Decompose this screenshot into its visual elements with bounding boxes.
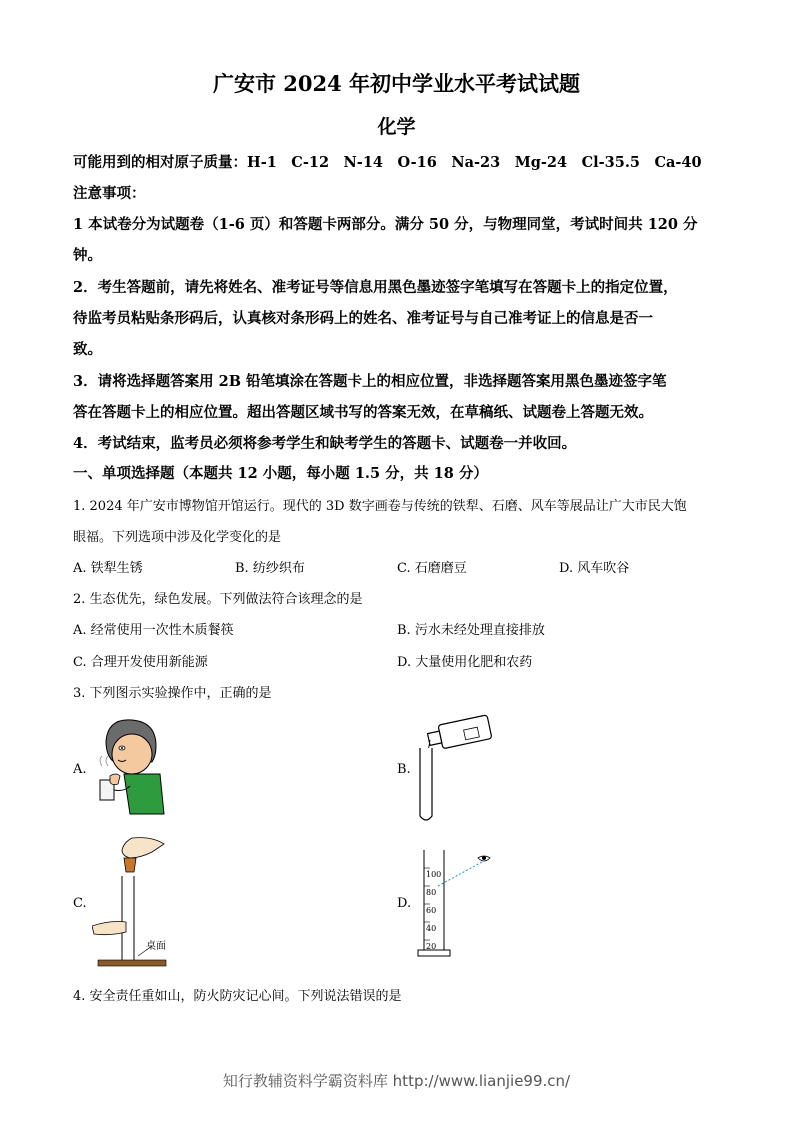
note-4: 4．考试结束，监考员必须将参考学生和缺考学生的答题卡、试题卷一并收回。 [73,435,577,452]
exam-title: 广安市 2024 年初中学业水平考试试题 [212,71,581,96]
cylinder-scale [426,866,441,956]
pouring-liquid-illustration [414,714,494,824]
q1-option-c: C. 石磨磨豆 [397,561,467,576]
q3-label-b: B. [397,762,411,777]
atomic-masses: 可能用到的相对原子质量：H-1 C-12 N-14 O-16 Na-23 Mg-24 Cl-35.5 Ca-40 [73,154,702,171]
note-1-line-1: 1 本试卷分为试题卷（1-6 页）和答题卡两部分。满分 50 分，与物理同堂，考试时间共 120 分 [73,216,698,233]
q1-option-d: D. 风车吹谷 [559,561,630,576]
note-2-line-2: 待监考员粘贴条形码后，认真核对条形码上的姓名、准考证号与自己准考证上的信息是否一 [73,310,653,327]
q2-option-b: B. 污水未经处理直接排放 [397,623,545,638]
cylinder-tick-20: 20 [426,942,437,951]
note-2-line-3: 致。 [73,341,102,358]
section-heading: 一、单项选择题（本题共 12 小题，每小题 1.5 分，共 18 分） [73,465,488,482]
q4-stem: 4. 安全责任重如山，防火防灾记心间。下列说法错误的是 [73,989,402,1004]
notes-heading: 注意事项： [73,185,146,202]
smelling-gas-illustration [94,716,166,816]
q1-stem-line-2: 眼福。下列选项中涉及化学变化的是 [73,530,282,545]
cylinder-tick-80: 80 [426,888,437,897]
q2-option-c: C. 合理开发使用新能源 [73,655,208,670]
q3-label-d: D. [397,896,412,911]
q3-label-c: C. [73,896,87,911]
footer-watermark: 知行教辅资料学霸资料库 http://www.lianjie99.cn/ [222,1072,571,1090]
q2-option-d: D. 大量使用化肥和农药 [397,655,533,670]
note-1-line-2: 钟。 [73,247,102,264]
cylinder-tick-40: 40 [426,924,437,933]
note-3-line-2: 答在答题卡上的相应位置。超出答题区域书写的答案无效，在草稿纸、试题卷上答题无效。 [73,404,653,421]
note-2-line-1: 2．考生答题前，请先将姓名、准考证号等信息用黑色墨迹签字笔填写在答题卡上的指定位置， [73,279,678,296]
note-3-line-1: 3．请将选择题答案用 2B 铅笔填涂在答题卡上的相应位置，非选择题答案用黑色墨迹签字笔 [73,373,667,390]
q1-option-b: B. 纺纱织布 [235,561,305,576]
q1-stem-line-1: 1. 2024 年广安市博物馆开馆运行。现代的 3D 数字画卷与传统的铁犁、石磨、风车等展品让广大市民大饱 [73,499,687,514]
subject-title: 化学 [377,116,416,138]
q1-option-a: A. 铁犁生锈 [73,561,143,576]
q3-label-a: A. [73,762,87,777]
q2-stem: 2. 生态优先，绿色发展。下列做法符合该理念的是 [73,592,363,607]
cylinder-tick-100: 100 [426,870,442,879]
cylinder-tick-60: 60 [426,906,437,915]
q3-stem: 3. 下列图示实验操作中，正确的是 [73,686,272,701]
table-label: 桌面 [146,941,166,952]
q2-option-a: A. 经常使用一次性木质餐筷 [73,623,234,638]
